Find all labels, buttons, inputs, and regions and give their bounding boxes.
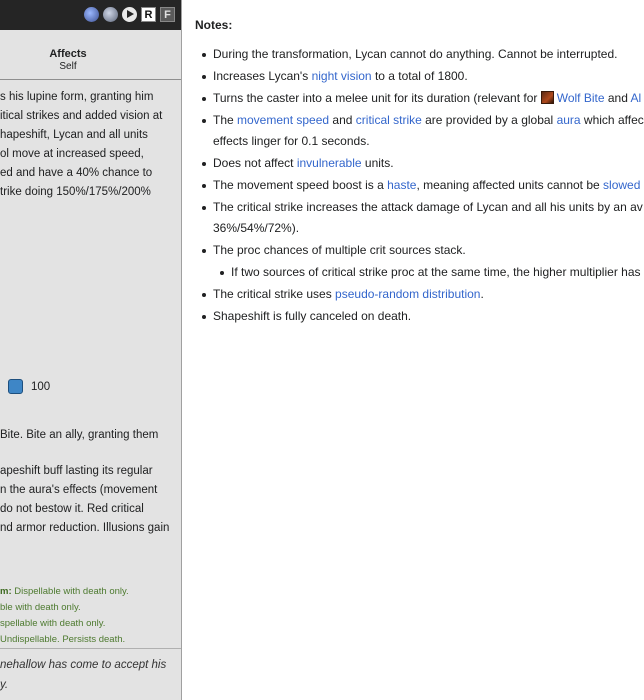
dispel-line: ble with death only.: [0, 602, 81, 613]
dispel-info: [0, 584, 129, 648]
note-item: The movement speed boost is a haste, meaning affected units cannot be slowed: [195, 175, 640, 196]
dispel-line: Undispellable. Persists death.: [0, 634, 126, 645]
aura-link[interactable]: aura: [556, 113, 581, 127]
note-line: n the aura's effects (movement: [0, 484, 158, 496]
card-divider: [0, 79, 181, 80]
note-line: nd armor reduction. Illusions gain: [0, 522, 170, 534]
note-item: Increases Lycan's night vision to a total of 1800.: [195, 66, 640, 87]
note-line: do not bestow it. Red critical: [0, 503, 144, 515]
card-header-icons: [84, 7, 175, 22]
description-line: ol move at increased speed,: [0, 148, 144, 160]
invulnerable-link[interactable]: invulnerable: [296, 156, 362, 170]
hotkey-r-badge: R: [141, 7, 156, 22]
lore-divider: [0, 648, 181, 649]
ability-notes-text: [0, 462, 169, 538]
description-line: s his lupine form, granting him: [0, 91, 154, 103]
note-item: Shapeshift is fully canceled on death.: [195, 306, 640, 327]
shard-upgrade-text: [0, 426, 158, 445]
note-item: The movement speed and critical strike are provided by a global aura which affec effects linger for 0.1 seconds.: [195, 110, 640, 152]
note-item: Turns the caster into a melee unit for its duration (relevant for Wolf Bite and Al: [195, 88, 640, 109]
note-subitem: If two sources of critical strike proc at the same time, the higher multiplier has: [195, 262, 640, 283]
aghanims-shard-icon[interactable]: [103, 7, 118, 22]
slowed-link[interactable]: slowed: [603, 178, 641, 192]
card-header: [0, 0, 181, 30]
affects-value: Self: [59, 61, 77, 72]
wolf-bite-link[interactable]: Wolf Bite: [556, 91, 605, 105]
cropped-link[interactable]: Al: [630, 91, 642, 105]
note-item: The critical strike increases the attack damage of Lycan and all his units by an av 36%/54%/72%).: [195, 197, 640, 239]
shard-line: Bite. Bite an ally, granting them: [0, 429, 159, 441]
note-item: The critical strike uses pseudo-random distribution.: [195, 284, 640, 305]
notes-list: [195, 44, 644, 327]
aghanims-scepter-icon[interactable]: [84, 7, 99, 22]
lore-line: y.: [0, 679, 9, 691]
play-sound-icon[interactable]: [122, 7, 137, 22]
night-vision-link[interactable]: night vision: [311, 69, 372, 83]
description-line: itical strikes and added vision at: [0, 110, 163, 122]
movement-speed-link[interactable]: movement speed: [237, 113, 330, 127]
description-line: trike doing 150%/175%/200%: [0, 186, 151, 198]
description-line: hapeshift, Lycan and all units: [0, 129, 148, 141]
mana-icon: [8, 379, 23, 394]
pseudo-random-distribution-link[interactable]: pseudo-random distribution: [335, 287, 481, 301]
mana-cost-value: 100: [31, 380, 51, 393]
critical-strike-link[interactable]: critical strike: [355, 113, 422, 127]
lore-line: nehallow has come to accept his: [0, 659, 167, 671]
lore-text: [0, 655, 166, 695]
note-line: apeshift buff lasting its regular: [0, 465, 153, 477]
hotkey-f-badge: F: [160, 7, 175, 22]
dispel-line: spellable with death only.: [0, 618, 106, 629]
ability-card: [0, 0, 182, 700]
note-item: Does not affect invulnerable units.: [195, 153, 640, 174]
affects-label: Affects: [49, 48, 87, 60]
note-item: The proc chances of multiple crit sources stack.: [195, 240, 640, 261]
dispel-line: m: Dispellable with death only.: [0, 586, 129, 597]
note-item: During the transformation, Lycan cannot do anything. Cannot be interrupted.: [195, 44, 640, 65]
notes-section: [195, 18, 644, 328]
affects-box: [20, 48, 116, 72]
wolf-bite-icon[interactable]: [541, 91, 554, 104]
mana-cost: [8, 379, 50, 394]
notes-title: Notes:: [195, 18, 233, 32]
haste-link[interactable]: haste: [387, 178, 417, 192]
description-line: ed and have a 40% chance to: [0, 167, 153, 179]
ability-description: [0, 88, 162, 202]
